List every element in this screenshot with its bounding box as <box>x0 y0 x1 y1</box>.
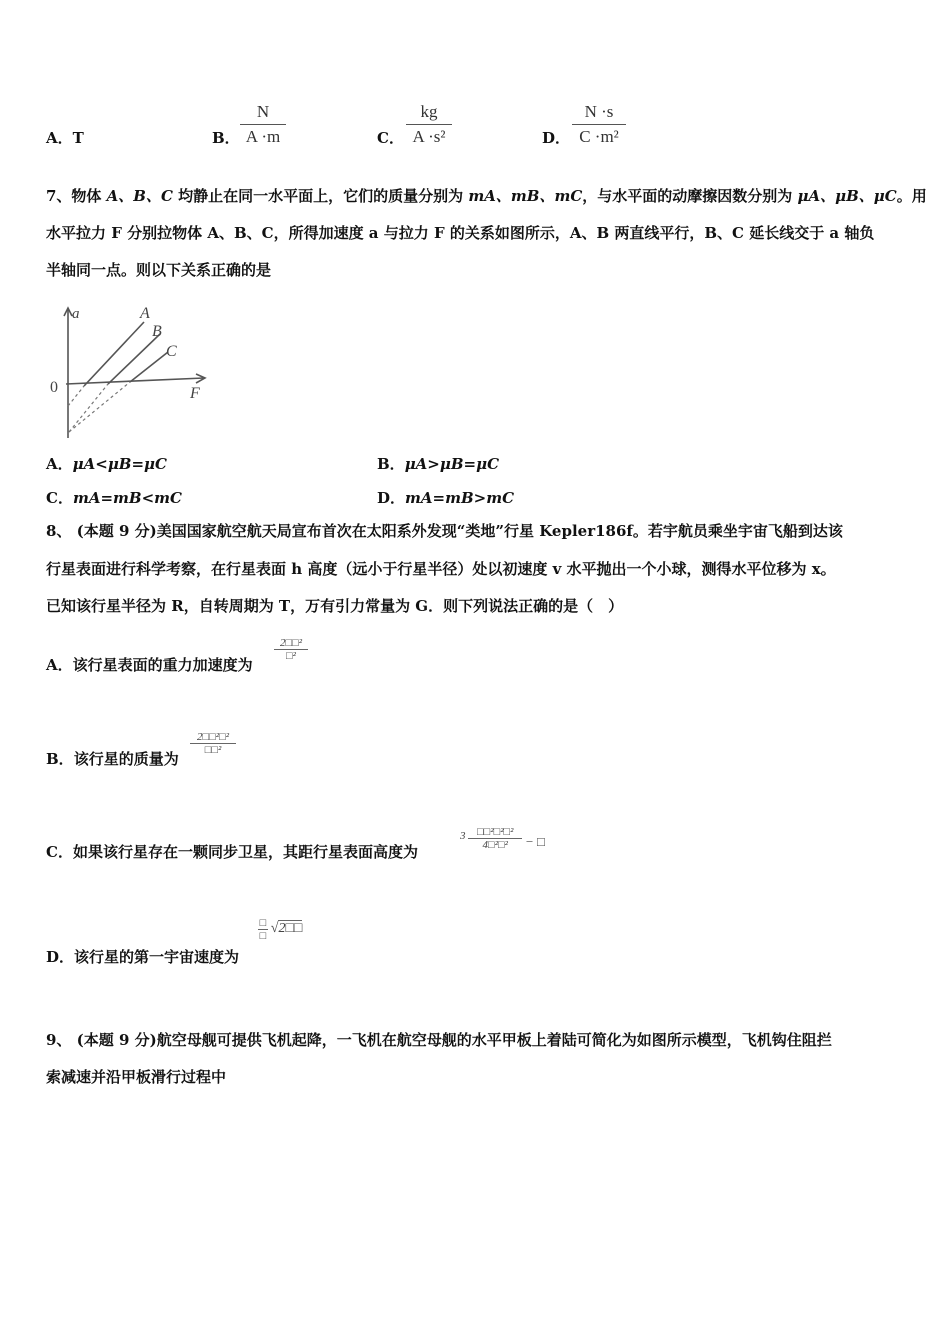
q8-option-d-formula: □ □ √2□□ <box>259 917 303 942</box>
q8-option-b: B．该行星的质量为 <box>46 750 179 768</box>
q7-graph-x-label: F <box>190 385 200 402</box>
q6-option-d-fraction: N ·s C ·m² <box>572 102 626 147</box>
q8-option-a: A．该行星表面的重力加速度为 <box>46 656 253 674</box>
q7-stem-line1: 7、物体 A、B、C 均静止在同一水平面上，它们的质量分别为 mA、mB、mC，与水平面的动摩擦因数分别为 μA、μB、μC。用 <box>46 187 927 205</box>
q7-stem-line3: 半轴同一点。则以下关系正确的是 <box>46 261 272 279</box>
q7-graph <box>44 300 214 442</box>
q8-stem-line2: 行星表面进行科学考察，在行星表面 h 高度（远小于行星半径）处以初速度 v 水平抛出一个小球，测得水平位移为 x。 <box>46 560 836 578</box>
q8-stem-line3: 已知该行星半径为 R，自转周期为 T，万有引力常量为 G．则下列说法正确的是（ ） <box>46 597 624 615</box>
q7-graph-line-c-extension <box>69 382 130 432</box>
q6-option-c-fraction: kg A ·s² <box>406 102 452 147</box>
q7-graph-line-a <box>84 322 144 386</box>
q7-option-c: C．mA=mB<mC <box>46 489 182 507</box>
q6-option-b-fraction: N A ·m <box>240 102 286 147</box>
q7-graph-line-a-extension <box>68 386 84 406</box>
q7-option-a: A．μA<μB=μC <box>46 455 167 473</box>
q8-option-c: C．如果该行星存在一颗同步卫星，其距行星表面高度为 <box>46 843 418 861</box>
q6-option-d-letter: D． <box>542 129 571 147</box>
q8-option-b-formula: 2□□²□² □□² <box>190 731 236 756</box>
q8-option-c-formula: 3 □□²□²□² 4□²□² − □ <box>460 826 545 851</box>
q6-option-c-letter: C． <box>377 129 404 147</box>
q7-stem-line2: 水平拉力 F 分别拉物体 A、B、C，所得加速度 a 与拉力 F 的关系如图所示，A、B 两直线平行，B、C 延长线交于 a 轴负 <box>46 224 875 242</box>
q8-option-d: D．该行星的第一宇宙速度为 <box>46 948 240 966</box>
q6-option-b-letter: B． <box>212 129 240 147</box>
q7-graph-line-b-extension <box>69 384 108 432</box>
q7-option-b: B．μA>μB=μC <box>377 455 500 473</box>
q8-stem-line1: 8、 (本题 9 分)美国国家航空航天局宣布首次在太阳系外发现“类地”行星 Kepler186f。若宇航员乘坐宇宙飞船到达该 <box>46 522 843 540</box>
q8-option-a-formula: 2□□² □² <box>274 637 308 662</box>
q7-graph-y-label: a <box>72 306 80 322</box>
q9-stem-line2: 索减速并沿甲板滑行过程中 <box>46 1068 227 1086</box>
q7-graph-line-b <box>108 334 160 384</box>
q7-graph-label-a: A <box>140 305 150 322</box>
q9-stem-line1: 9、 (本题 9 分)航空母舰可提供飞机起降，一飞机在航空母舰的水平甲板上着陆可简化为如图所示模型，飞机钩住阻拦 <box>46 1031 832 1049</box>
q7-graph-label-b: B <box>152 323 162 340</box>
q8-option-c-root-index: 3 <box>460 830 466 842</box>
q6-option-a: A．T <box>46 129 84 147</box>
q7-graph-label-c: C <box>166 343 177 360</box>
q7-graph-origin-label: 0 <box>50 379 58 396</box>
q7-option-d: D．mA=mB>mC <box>377 489 515 507</box>
